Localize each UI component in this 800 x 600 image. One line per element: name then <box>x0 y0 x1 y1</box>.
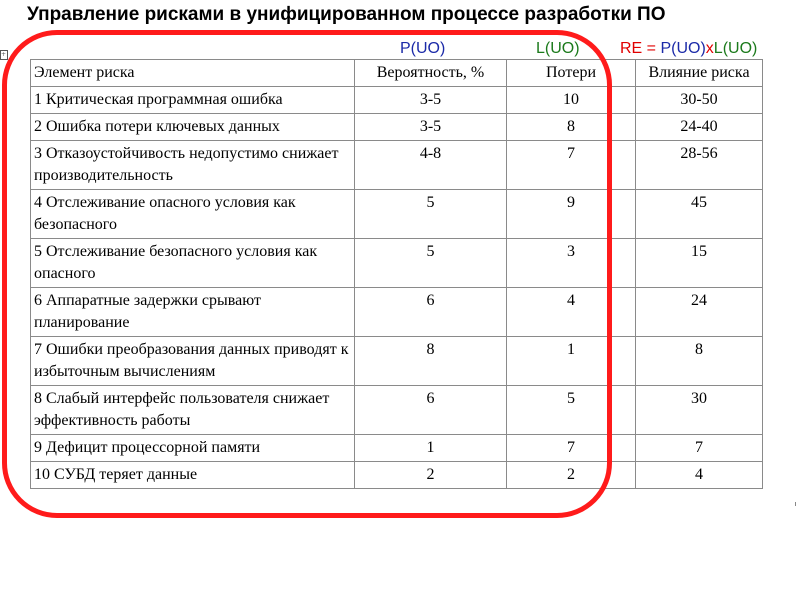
loss-cell: 5 <box>507 386 636 435</box>
re-prefix: RE = <box>620 40 661 57</box>
impact-cell: 28-56 <box>636 141 763 190</box>
impact-cell: 30 <box>636 386 763 435</box>
probability-cell: 8 <box>355 337 507 386</box>
probability-formula-label: P(UO) <box>400 40 446 57</box>
loss-cell: 8 <box>507 114 636 141</box>
impact-cell: 7 <box>636 435 763 462</box>
loss-cell: 3 <box>507 239 636 288</box>
risk-name-cell: 2 Ошибка потери ключевых данных <box>31 114 355 141</box>
table-row <box>31 87 763 114</box>
probability-cell: 5 <box>355 190 507 239</box>
probability-cell: 6 <box>355 288 507 337</box>
risk-table-body <box>31 87 763 489</box>
table-corner-mark <box>795 502 796 506</box>
probability-cell: 2 <box>355 462 507 489</box>
loss-cell: 1 <box>507 337 636 386</box>
re-loss: L(UO) <box>713 40 758 57</box>
risk-name-cell: 5 Отслеживание безопасного условия как опасного <box>31 239 355 288</box>
impact-cell: 15 <box>636 239 763 288</box>
risk-name-cell: 3 Отказоустойчивость недопустимо снижает производительность <box>31 141 355 190</box>
table-row <box>31 190 763 239</box>
re-probability: P(UO) <box>660 40 706 57</box>
impact-cell: 30-50 <box>636 87 763 114</box>
table-header-row <box>31 60 763 87</box>
impact-cell: 24 <box>636 288 763 337</box>
table-row <box>31 114 763 141</box>
loss-cell: 7 <box>507 435 636 462</box>
loss-cell: 9 <box>507 190 636 239</box>
impact-cell: 24-40 <box>636 114 763 141</box>
loss-formula-label: L(UO) <box>536 40 580 57</box>
risk-name-cell: 8 Слабый интерфейс пользователя снижает эффективность работы <box>31 386 355 435</box>
probability-cell: 3-5 <box>355 87 507 114</box>
impact-cell: 8 <box>636 337 763 386</box>
risk-table <box>30 59 763 489</box>
re-multiply: x <box>705 40 714 57</box>
slide-title: Управление рисками в унифицированном процессе разработки ПО <box>27 4 666 25</box>
probability-cell: 6 <box>355 386 507 435</box>
header-loss: Потери <box>507 60 636 87</box>
risk-name-cell: 9 Дефицит процессорной памяти <box>31 435 355 462</box>
loss-cell: 7 <box>507 141 636 190</box>
probability-cell: 5 <box>355 239 507 288</box>
probability-cell: 1 <box>355 435 507 462</box>
risk-name-cell: 6 Аппаратные задержки срывают планирование <box>31 288 355 337</box>
risk-exposure-formula <box>620 40 757 58</box>
risk-name-cell: 7 Ошибки преобразования данных приводят к избыточным вычислениям <box>31 337 355 386</box>
probability-cell: 3-5 <box>355 114 507 141</box>
probability-cell: 4-8 <box>355 141 507 190</box>
table-row <box>31 386 763 435</box>
risk-name-cell: 1 Критическая программная ошибка <box>31 87 355 114</box>
table-row <box>31 288 763 337</box>
table-row <box>31 337 763 386</box>
loss-cell: 4 <box>507 288 636 337</box>
table-row <box>31 141 763 190</box>
impact-cell: 45 <box>636 190 763 239</box>
loss-cell: 10 <box>507 87 636 114</box>
loss-cell: 2 <box>507 462 636 489</box>
table-row <box>31 462 763 489</box>
table-row <box>31 435 763 462</box>
header-impact: Влияние риска <box>636 60 763 87</box>
impact-cell: 4 <box>636 462 763 489</box>
table-anchor-icon: + <box>1 51 7 58</box>
risk-name-cell: 10 СУБД теряет данные <box>31 462 355 489</box>
header-probability: Вероятность, % <box>355 60 507 87</box>
header-risk-element: Элемент риска <box>31 60 355 87</box>
table-row <box>31 239 763 288</box>
risk-name-cell: 4 Отслеживание опасного условия как безопасного <box>31 190 355 239</box>
